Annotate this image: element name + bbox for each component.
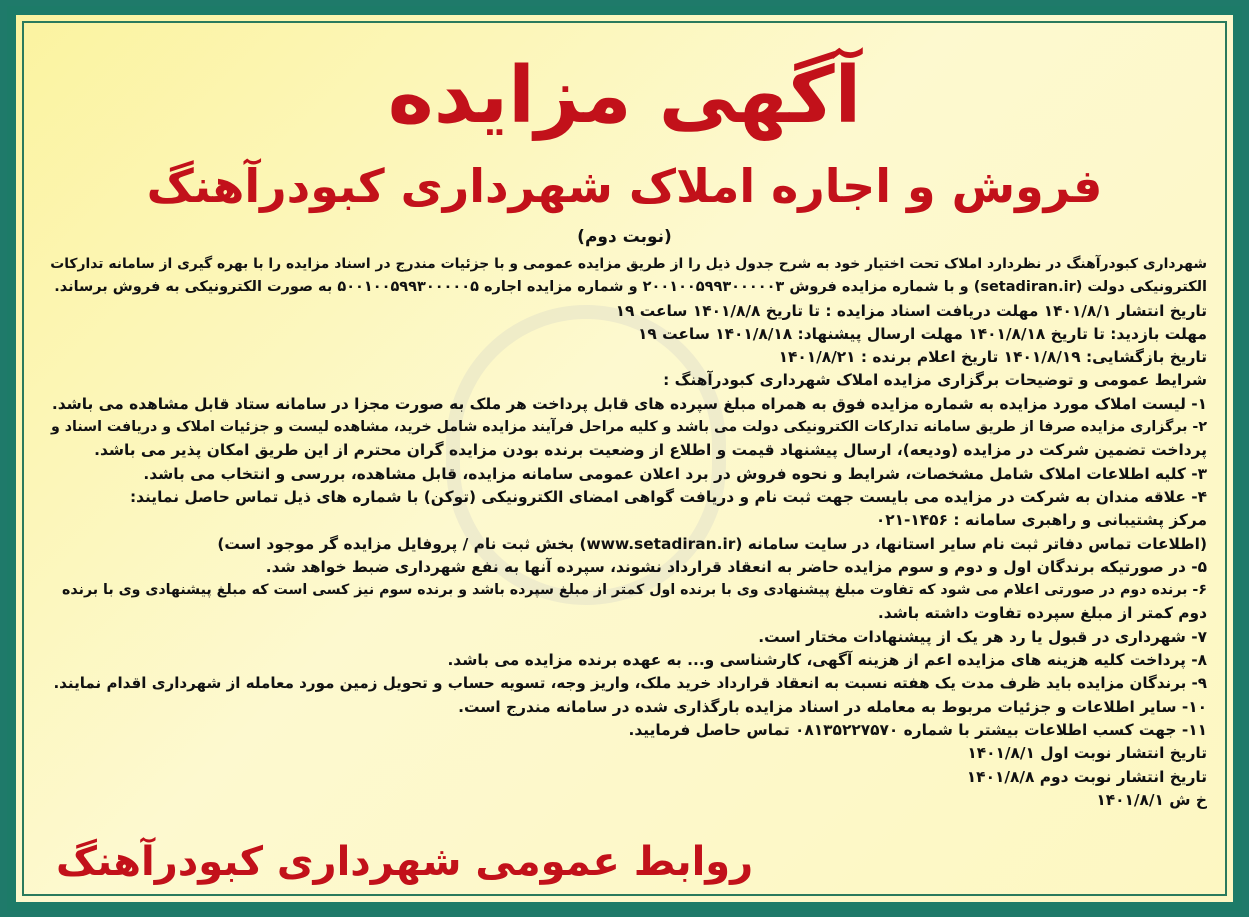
notice-subtitle: فروش و اجاره املاک شهرداری کبودرآهنگ xyxy=(146,159,1103,213)
body-line: شرایط عمومی و توضیحات برگزاری مزایده املاک شهرداری کبودرآهنگ : xyxy=(663,371,1207,390)
body-line: ۵- در صورتیکه برندگان اول و دوم و سوم مزایده حاضر به انعقاد قرارداد نشوند، سپرده آنها به نفع شهرداری ضبط خواهد شد. xyxy=(265,557,1207,576)
body-line: ۳- کلیه اطلاعات املاک شامل مشخصات، شرایط و نحوه فروش در برد اعلان عمومی سامانه مزایده، قابل مشاهده، بررسی و انتخاب می باشد. xyxy=(143,464,1207,483)
body-line: الکترونیکی دولت (setadiran.ir) و با شماره مزایده فروش ۲۰۰۱۰۰۵۹۹۳۰۰۰۰۰۳ و شماره مزایده اجاره ۵۰۰۱۰۰۵۹۹۳۰۰۰۰۰۵ به صورت الکترونیکی به فروش برساند. xyxy=(54,279,1207,296)
body-line: دوم کمتر از مبلغ سپرده تفاوت داشته باشد. xyxy=(877,604,1207,623)
body-line: تاریخ بازگشایی: ۱۴۰۱/۸/۱۹ تاریخ اعلام برنده : ۱۴۰۱/۸/۲۱ xyxy=(778,348,1207,367)
body-line: ۶- برنده دوم در صورتی اعلام می شود که تفاوت مبلغ پیشنهادی وی با برنده اول کمتر از مبلغ سپرده باشد و برنده سوم نیز کسی است که مبلغ پیشنهادی وی با برنده xyxy=(62,582,1207,599)
body-line: تاریخ انتشار نوبت دوم ۱۴۰۱/۸/۸ xyxy=(966,767,1207,786)
body-line: ۱۱- جهت کسب اطلاعات بیشتر با شماره ۰۸۱۳۵۲۲۷۵۷۰ تماس حاصل فرمایید. xyxy=(628,720,1207,739)
body-line: ۱۰- سایر اطلاعات و جزئیات مربوط به معامله در اسناد مزایده بارگذاری شده در سامانه مندرج است. xyxy=(458,697,1207,716)
body-line: ۴- علاقه مندان به شرکت در مزایده می بایست جهت ثبت نام و دریافت گواهی امضای الکترونیکی (توکن) با شماره های ذیل تماس حاصل نمایند: xyxy=(129,487,1207,506)
body-line: خ ش ۱۴۰۱/۸/۱ xyxy=(1096,790,1207,809)
body-line: مهلت بازدید: تا تاریخ ۱۴۰۱/۸/۱۸ مهلت ارسال پیشنهاد: ۱۴۰۱/۸/۱۸ ساعت ۱۹ xyxy=(637,324,1207,343)
body-line: مرکز پشتیبانی و راهبری سامانه : ۱۴۵۶-۰۲۱ xyxy=(875,511,1207,530)
body-line: ۸- پرداخت کلیه هزینه های مزایده اعم از هزینه آگهی، کارشناسی و... به عهده برنده مزایده می باشد. xyxy=(447,651,1207,670)
body-line: ۷- شهرداری در قبول یا رد هر یک از پیشنهادات مختار است. xyxy=(758,627,1207,646)
notice-round: (نوبت دوم) xyxy=(577,227,672,247)
body-line: تاریخ انتشار نوبت اول ۱۴۰۱/۸/۱ xyxy=(967,744,1207,763)
notice-body xyxy=(42,253,1207,812)
body-line: پرداخت تضمین شرکت در مزایده (ودیعه)، ارسال پیشنهاد قیمت و اطلاع از وضعیت برنده بودن مزایده گران محترم از این طریق امکان پذیر می باشد. xyxy=(94,441,1207,460)
body-line: ۹- برندگان مزایده باید ظرف مدت یک هفته نسبت به انعقاد قرارداد خرید ملک، واریز وجه، تسویه حساب و تحویل زمین مورد معامله از شهرداری اقدام نمایند. xyxy=(53,674,1207,693)
public-relations-signature: روابط عمومی شهرداری کبودرآهنگ xyxy=(56,839,754,885)
notice-frame xyxy=(7,6,1242,911)
notice-title: آگهی مزایده xyxy=(387,51,862,141)
body-line: (اطلاعات تماس دفاتر ثبت نام سایر استانها، در سایت سامانه (www.setadiran.ir) بخش ثبت نام / پروفایل مزایده گر موجود است) xyxy=(217,534,1207,553)
body-line: ۲- برگزاری مزایده صرفا از طریق سامانه تدارکات الکترونیکی دولت می باشد و کلیه مراحل فرآیند مزایده شامل خرید، مشاهده لیست و جزئیات املاک و دریافت اسناد و xyxy=(50,419,1207,436)
body-line: ۱- لیست املاک مورد مزایده به شماره مزایده فوق به همراه مبلغ سپرده های قابل پرداخت هر ملک به صورت مجزا در سامانه ستاد قابل مشاهده می باشد. xyxy=(51,394,1207,413)
body-line: شهرداری کبودرآهنگ در نظردارد املاک تحت اختیار خود به شرح جدول ذیل را از طریق مزایده عمومی و با جزئیات مندرج در اسناد مزایده را با بهره گیری از سامانه تدارکات xyxy=(50,256,1207,272)
body-line: تاریخ انتشار ۱۴۰۱/۸/۱ مهلت دریافت اسناد مزایده : تا تاریخ ۱۴۰۱/۸/۸ ساعت ۱۹ xyxy=(615,301,1207,320)
